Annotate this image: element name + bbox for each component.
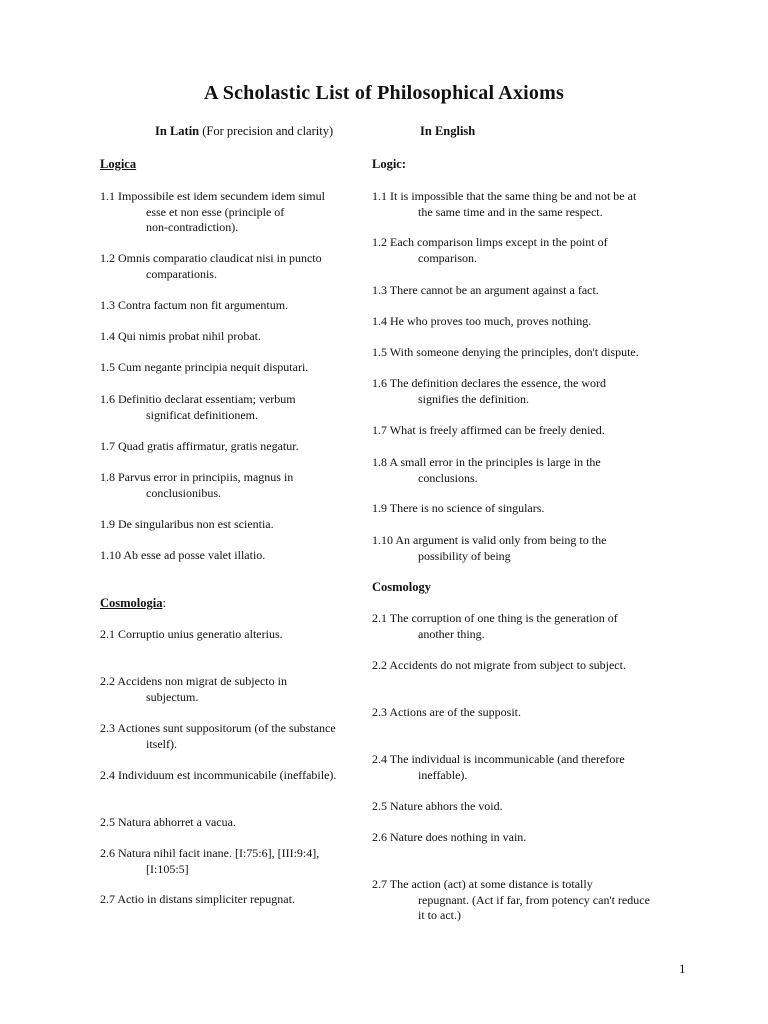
section-heading-logica: Logica <box>100 157 137 171</box>
page-title: A Scholastic List of Philosophical Axioms <box>204 82 564 104</box>
section-heading-cosmologia <box>100 596 166 612</box>
axiom-text: 1.7 Quad gratis affirmatur, gratis negatur. <box>100 439 299 453</box>
latin-axiom-1-8 <box>100 470 293 501</box>
axiom-text: 2.1 The corruption of one thing is the generation of <box>372 611 618 625</box>
english-axiom-1-7 <box>372 423 605 439</box>
cosmologia-colon: : <box>162 596 166 610</box>
axiom-text: 2.6 Natura nihil facit inane. [I:75:6], [III:9:4], <box>100 846 320 860</box>
axiom-text-continued: conclusions. <box>418 470 478 485</box>
latin-header-note: (For precision and clarity) <box>199 124 334 138</box>
english-axiom-2-3 <box>372 705 521 721</box>
latin-axiom-2-3 <box>100 721 336 752</box>
axiom-text-continued: another thing. <box>418 626 485 641</box>
latin-axiom-1-4 <box>100 329 261 345</box>
english-axiom-2-5 <box>372 799 503 815</box>
axiom-text-continued: subjectum. <box>146 689 199 704</box>
axiom-text: 1.4 Qui nimis probat nihil probat. <box>100 329 261 343</box>
latin-axiom-1-1 <box>100 189 325 236</box>
axiom-text: 1.5 With someone denying the principles, don't dispute. <box>372 345 639 359</box>
english-axiom-1-3 <box>372 283 599 299</box>
axiom-text: 1.2 Each comparison limps except in the point of <box>372 235 608 249</box>
latin-axiom-2-6 <box>100 846 319 877</box>
axiom-text: 1.8 A small error in the principles is large in the <box>372 455 601 469</box>
axiom-text-continued: comparison. <box>418 250 477 265</box>
latin-axiom-1-9 <box>100 517 274 533</box>
latin-axiom-1-5 <box>100 360 308 376</box>
axiom-text: 2.7 The action (act) at some distance is totally <box>372 877 593 891</box>
section-heading-logic: Logic: <box>372 157 407 171</box>
english-axiom-2-7 <box>372 877 650 924</box>
axiom-text: 2.6 Nature does nothing in vain. <box>372 830 527 844</box>
axiom-text-continued: esse et non esse (principle of <box>146 204 285 219</box>
latin-axiom-1-6 <box>100 392 296 423</box>
axiom-text: 2.7 Actio in distans simpliciter repugnat. <box>100 892 295 906</box>
cosmologia-label: Cosmologia <box>100 596 163 610</box>
axiom-text: 2.1 Corruptio unius generatio alterius. <box>100 627 283 641</box>
axiom-text-continued: conclusionibus. <box>146 485 221 500</box>
latin-axiom-2-4 <box>100 768 336 784</box>
axiom-text: 1.6 The definition declares the essence, the word <box>372 376 607 390</box>
axiom-text-continued: the same time and in the same respect. <box>418 204 603 219</box>
latin-axiom-2-5 <box>100 815 236 831</box>
latin-axiom-2-2 <box>100 674 287 705</box>
axiom-text: 1.1 It is impossible that the same thing be and not be at <box>372 189 637 203</box>
axiom-text: 1.10 Ab esse ad posse valet illatio. <box>100 548 266 562</box>
axiom-text-continued: significat definitionem. <box>146 407 258 422</box>
axiom-text: 2.5 Nature abhors the void. <box>372 799 503 813</box>
axiom-text-continued: it to act.) <box>418 908 461 922</box>
latin-axiom-2-1 <box>100 627 283 643</box>
english-axiom-2-4 <box>372 752 625 783</box>
axiom-text: 1.6 Definitio declarat essentiam; verbum <box>100 392 296 406</box>
axiom-text: 2.3 Actiones sunt suppositorum (of the substance <box>100 721 336 735</box>
english-axiom-1-5 <box>372 345 639 361</box>
axiom-text: 1.9 De singularibus non est scientia. <box>100 517 274 531</box>
axiom-text: 1.8 Parvus error in principiis, magnus in <box>100 470 294 484</box>
axiom-text-continued: non-contradiction). <box>146 220 239 234</box>
axiom-text-continued: comparationis. <box>146 266 217 281</box>
latin-column <box>100 0 362 1024</box>
axiom-text: 1.2 Omnis comparatio claudicat nisi in puncto <box>100 251 322 265</box>
axiom-text: 1.9 There is no science of singulars. <box>372 501 545 515</box>
axiom-text: 1.7 What is freely affirmed can be freely denied. <box>372 423 605 437</box>
axiom-text-continued: possibility of being <box>418 548 511 563</box>
axiom-text: 2.4 Individuum est incommunicabile (ineffabile). <box>100 768 337 782</box>
latin-axiom-2-7 <box>100 892 295 908</box>
english-column <box>372 0 682 1024</box>
section-heading-cosmology: Cosmology <box>372 580 432 594</box>
english-axiom-2-2 <box>372 658 626 674</box>
latin-axiom-1-3 <box>100 298 288 314</box>
axiom-text: 2.2 Accidens non migrat de subjecto in <box>100 674 287 688</box>
axiom-text: 2.5 Natura abhorret a vacua. <box>100 815 236 829</box>
latin-axiom-1-10 <box>100 548 265 564</box>
axiom-text: 1.1 Impossibile est idem secundem idem simul <box>100 189 325 203</box>
axiom-text: 2.2 Accidents do not migrate from subject to subject. <box>372 658 626 672</box>
english-axiom-1-10 <box>372 533 606 564</box>
axiom-text-continued: [I:105:5] <box>146 861 189 876</box>
axiom-text: 2.3 Actions are of the supposit. <box>372 705 521 719</box>
english-axiom-2-6 <box>372 830 526 846</box>
english-axiom-1-4 <box>372 314 591 330</box>
latin-axiom-1-7 <box>100 439 299 455</box>
english-axiom-1-9 <box>372 501 544 517</box>
latin-axiom-1-2 <box>100 251 322 282</box>
axiom-text: 1.10 An argument is valid only from being to the <box>372 533 607 547</box>
axiom-text-continued: repugnant. (Act if far, from potency can't reduce <box>418 892 650 907</box>
english-axiom-1-2 <box>372 235 608 266</box>
axiom-text: 1.5 Cum negante principia nequit disputari. <box>100 360 309 374</box>
axiom-text: 1.3 There cannot be an argument against a fact. <box>372 283 599 297</box>
latin-header-label: In Latin <box>155 124 200 138</box>
english-column-header: In English <box>420 124 476 138</box>
axiom-text-continued: ineffable). <box>418 767 468 782</box>
english-axiom-1-6 <box>372 376 606 407</box>
axiom-text: 1.3 Contra factum non fit argumentum. <box>100 298 289 312</box>
axiom-text-continued: signifies the definition. <box>418 391 529 406</box>
axiom-text-continued: itself). <box>146 736 177 751</box>
english-axiom-2-1 <box>372 611 618 642</box>
page-number: 1 <box>679 961 686 976</box>
axiom-text: 2.4 The individual is incommunicable (and therefore <box>372 752 625 766</box>
axiom-text: 1.4 He who proves too much, proves nothing. <box>372 314 592 328</box>
english-axiom-1-1 <box>372 189 636 220</box>
english-axiom-1-8 <box>372 455 601 486</box>
